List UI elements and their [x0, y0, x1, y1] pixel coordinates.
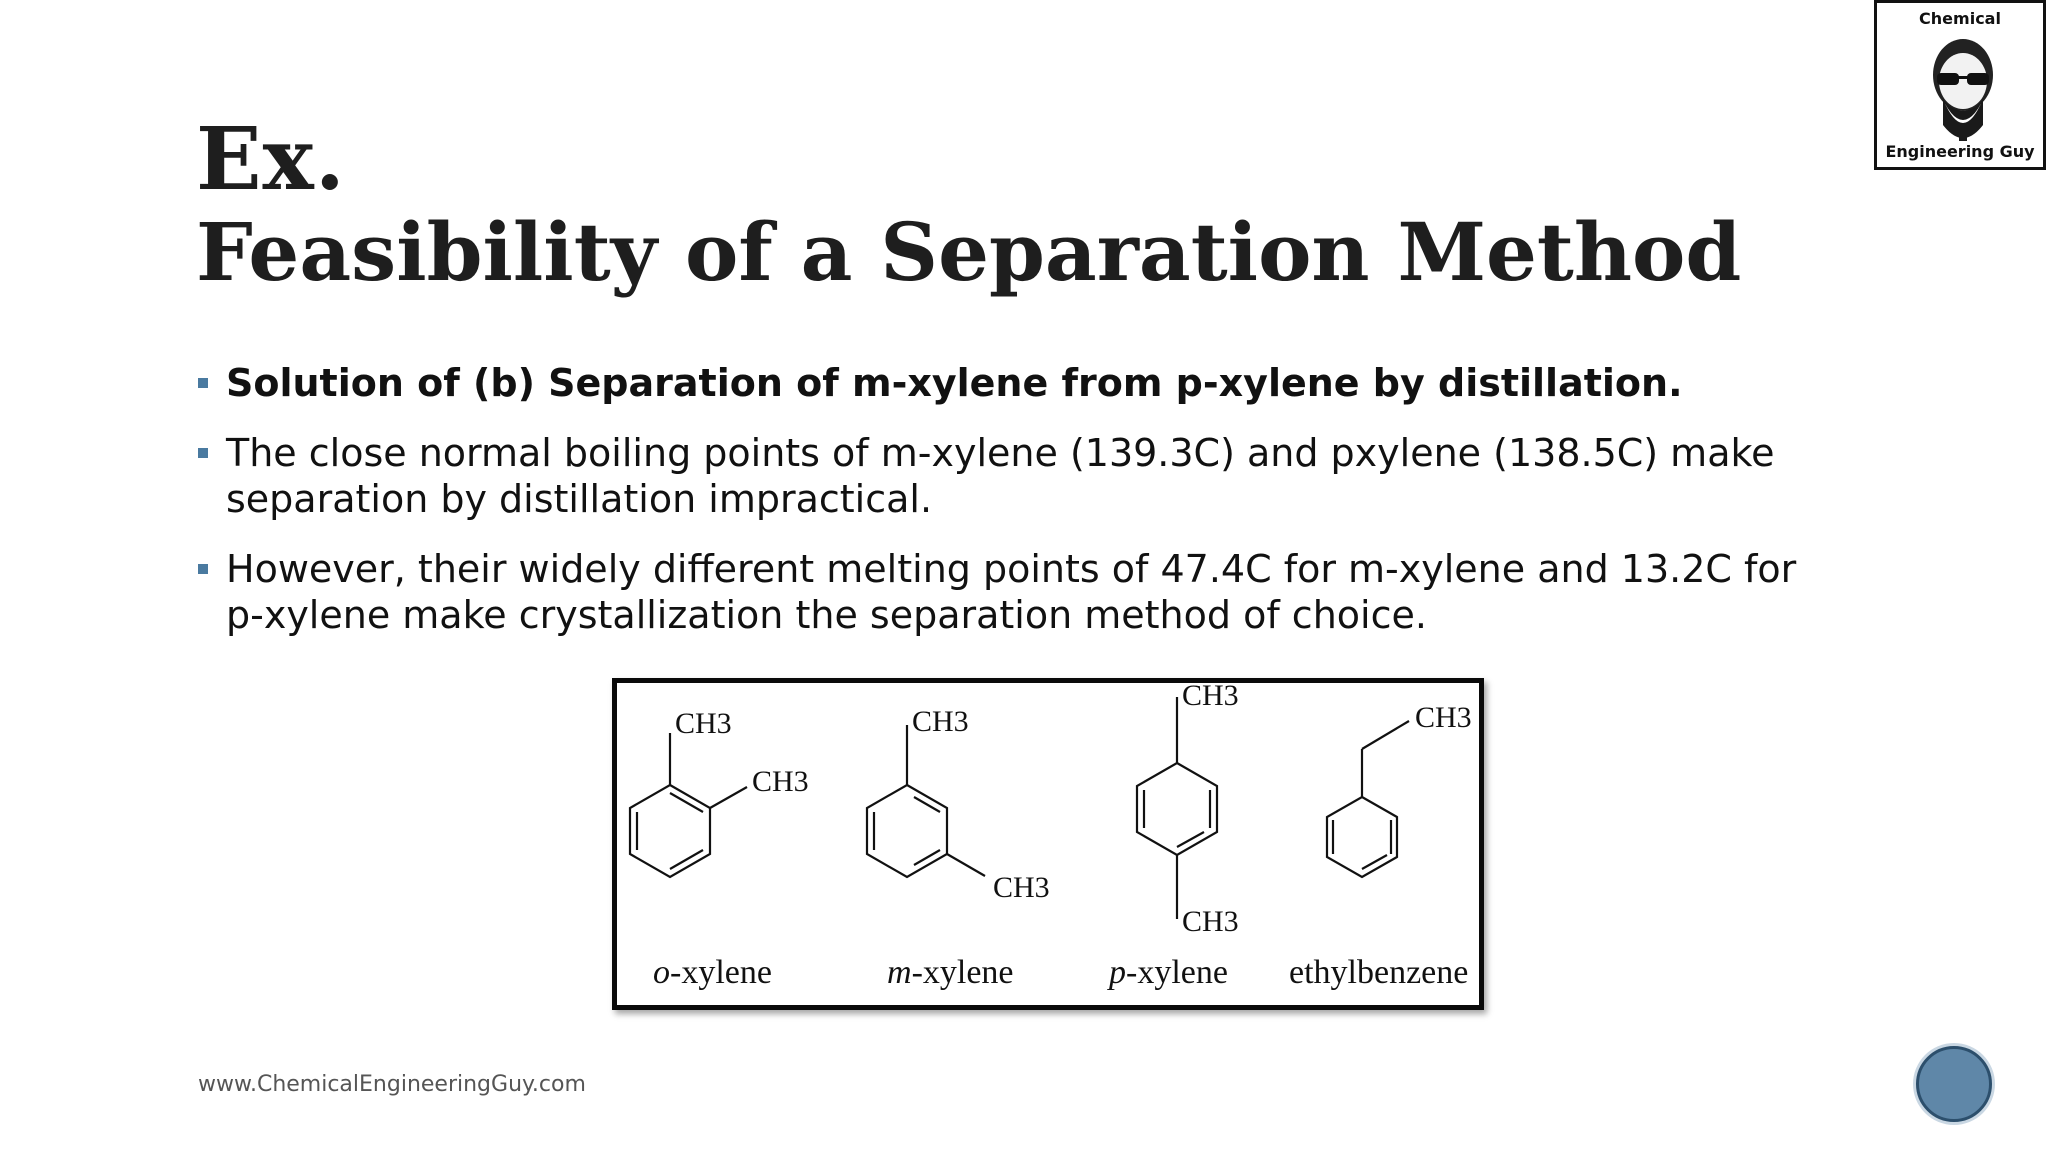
ch3-label: CH3	[1182, 905, 1239, 938]
logo-bottom-text: Engineering Guy	[1885, 142, 2035, 161]
title-line-1: Ex.	[196, 109, 346, 210]
m-xylene-label: m-xylene	[887, 954, 1014, 991]
ch3-label: CH3	[675, 707, 732, 740]
slide-title	[196, 109, 1742, 300]
bullet-marker-icon	[198, 564, 208, 574]
p-xylene-label: p-xylene	[1109, 954, 1228, 991]
ethylbenzene-ring	[1327, 797, 1397, 877]
bullet-text: Solution of (b) Separation of m-xylene from p-xylene by distillation.	[226, 361, 1683, 405]
ethylbenzene-label: ethylbenzene	[1289, 954, 1469, 991]
bearded-face-icon	[1925, 29, 2001, 149]
xylene-structures-figure	[612, 678, 1484, 1010]
bullet-item	[196, 360, 1836, 406]
bullet-list	[196, 360, 1836, 662]
bullet-text: However, their widely different melting points of 47.4C for m-xylene and 13.2C for p-xylene make crystallization the separation method of choice.	[226, 547, 1797, 637]
ch3-label: CH3	[1182, 683, 1239, 712]
brand-logo	[1874, 0, 2046, 170]
ch3-label: CH3	[1415, 701, 1472, 734]
structures-drawing	[617, 683, 1479, 1005]
o-xylene-ring	[630, 785, 710, 877]
bullet-text: The close normal boiling points of m-xylene (139.3C) and pxylene (138.5C) make separation by distillation impractical.	[226, 431, 1775, 521]
m-xylene-ring	[867, 785, 947, 877]
logo-top-text: Chemical	[1919, 9, 2001, 28]
ch3-label: CH3	[993, 871, 1050, 904]
footer-website: www.ChemicalEngineeringGuy.com	[198, 1072, 586, 1097]
p-xylene-ring	[1137, 763, 1217, 855]
title-line-2: Feasibility of a Separation Method	[196, 205, 1742, 300]
slide-navigation-button[interactable]	[1916, 1046, 1992, 1122]
ch3-label: CH3	[912, 705, 969, 738]
bullet-item	[196, 546, 1836, 638]
o-xylene-label: o-xylene	[653, 954, 772, 991]
ch3-label: CH3	[752, 765, 809, 798]
bullet-marker-icon	[198, 448, 208, 458]
bullet-item	[196, 430, 1836, 522]
bullet-marker-icon	[198, 378, 208, 388]
